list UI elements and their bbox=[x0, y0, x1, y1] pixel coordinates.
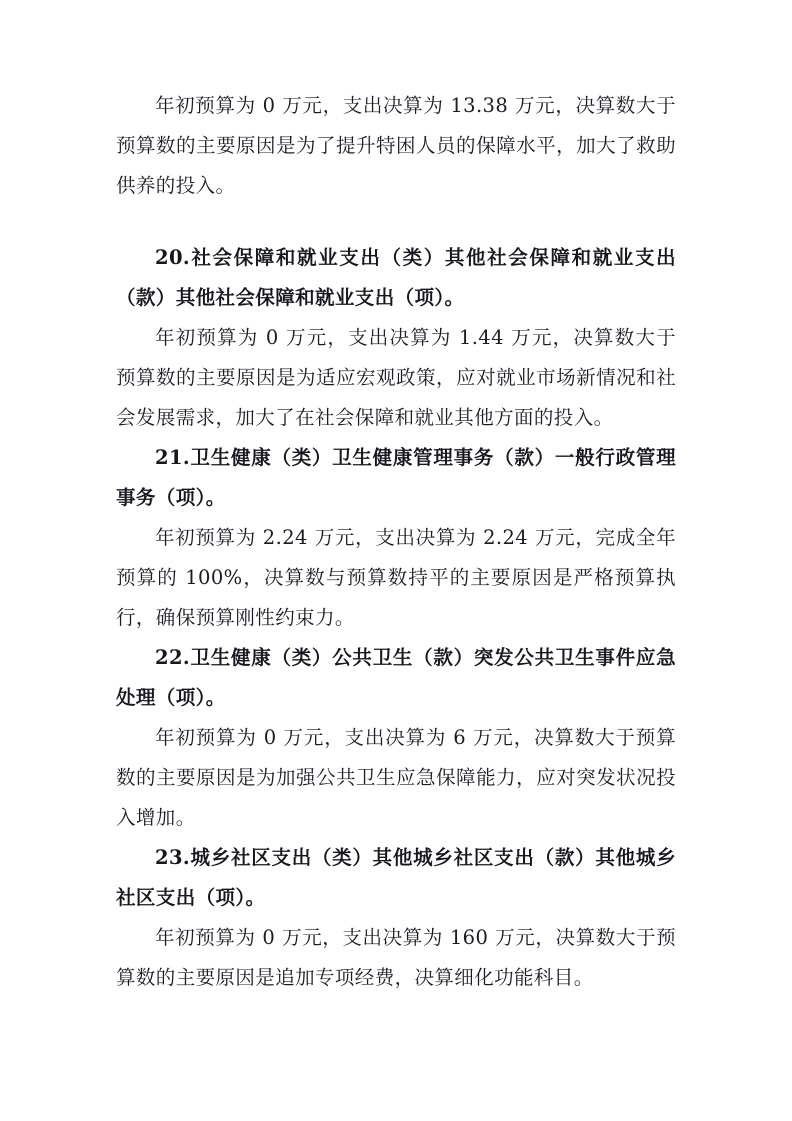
document-body bbox=[116, 86, 676, 998]
paragraph-item-20: 年初预算为 0 万元，支出决算为 1.44 万元，决算数大于预算数的主要原因是为适应宏观政策，应对就业市场新情况和社会发展需求，加大了在社会保障和就业其他方面的投入。 bbox=[116, 326, 676, 429]
section-gap bbox=[116, 206, 676, 238]
heading-item-22: 22.卫生健康（类）公共卫生（款）突发公共卫生事件应急处理（项）。 bbox=[116, 646, 676, 709]
paragraph-intro-19: 年初预算为 0 万元，支出决算为 13.38 万元，决算数大于预算数的主要原因是为了提升特困人员的保障水平，加大了救助供养的投入。 bbox=[116, 94, 676, 197]
heading-item-23: 23.城乡社区支出（类）其他城乡社区支出（款）其他城乡社区支出（项）。 bbox=[116, 846, 676, 909]
heading-item-21: 21.卫生健康（类）卫生健康管理事务（款）一般行政管理事务（项）。 bbox=[116, 446, 676, 509]
paragraph-item-21: 年初预算为 2.24 万元，支出决算为 2.24 万元，完成全年预算的 100%，决算数与预算数持平的主要原因是严格预算执行，确保预算刚性约束力。 bbox=[116, 526, 676, 629]
heading-item-20: 20.社会保障和就业支出（类）其他社会保障和就业支出（款）其他社会保障和就业支出（项）。 bbox=[116, 246, 676, 309]
paragraph-item-23: 年初预算为 0 万元，支出决算为 160 万元，决算数大于预算数的主要原因是追加专项经费，决算细化功能科目。 bbox=[116, 926, 676, 989]
paragraph-item-22: 年初预算为 0 万元，支出决算为 6 万元，决算数大于预算数的主要原因是为加强公共卫生应急保障能力，应对突发状况投入增加。 bbox=[116, 726, 676, 829]
